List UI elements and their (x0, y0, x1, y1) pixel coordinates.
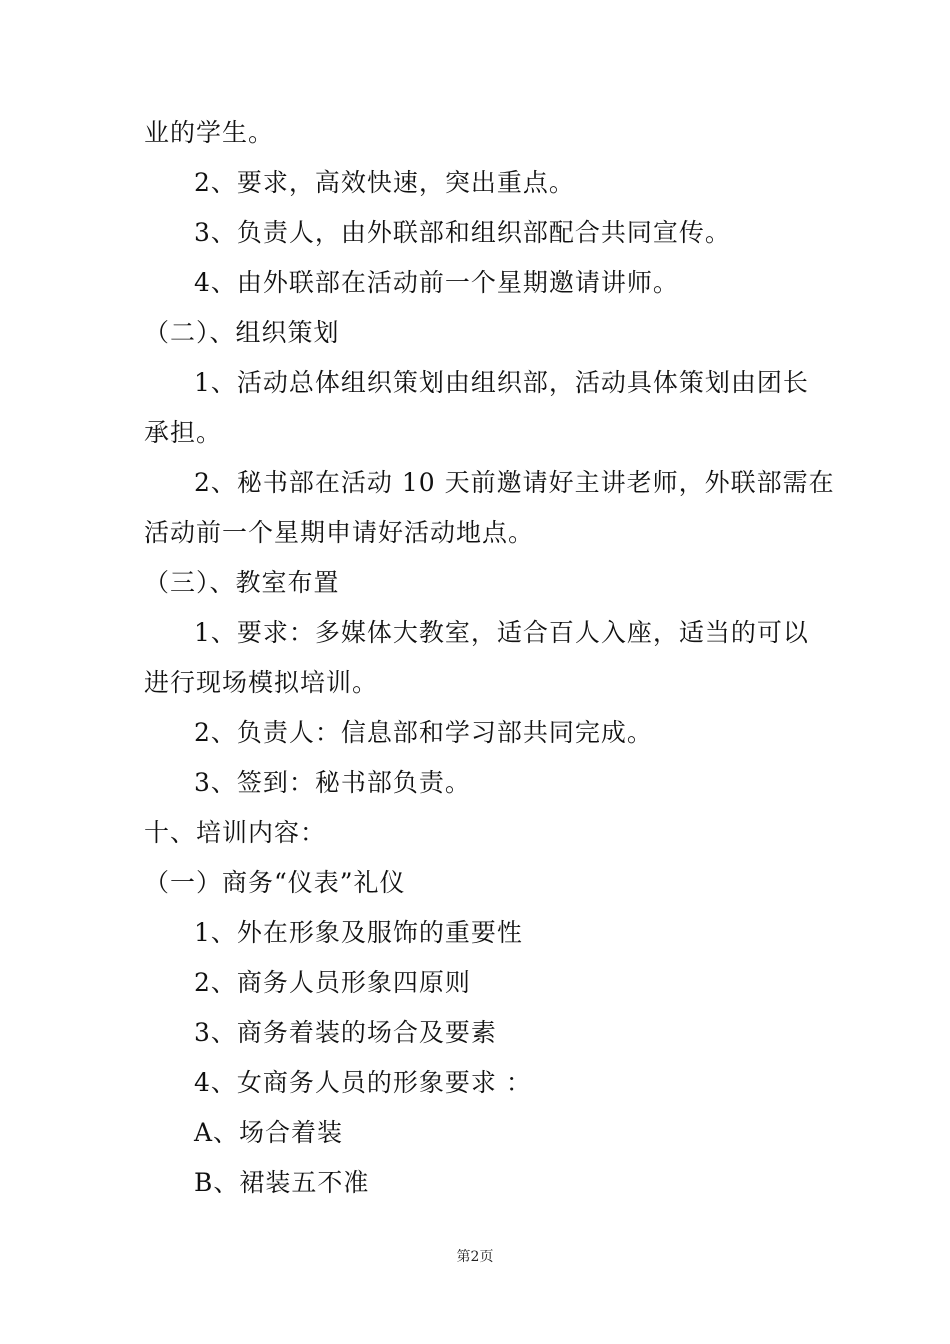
text-line-continuation: 业的学生。 (144, 118, 275, 147)
text-line-item: 2、负责人：信息部和学习部共同完成。 (194, 718, 653, 747)
text-line-item: 2、要求，高效快速，突出重点。 (194, 168, 575, 197)
text-line-item: 4、由外联部在活动前一个星期邀请讲师。 (194, 268, 679, 297)
section-heading-classroom: （三）、教室布置 (144, 568, 340, 597)
text-line-continuation: 活动前一个星期申请好活动地点。 (144, 518, 535, 547)
text-line-continuation: 承担。 (144, 418, 223, 447)
text-line-item: 3、负责人，由外联部和组织部配合共同宣传。 (194, 218, 731, 247)
text-line-item: 1、活动总体组织策划由组织部，活动具体策划由团长 (194, 368, 809, 397)
text-line-item: A、场合着装 (194, 1118, 344, 1147)
text-line-item: B、裙装五不准 (194, 1168, 370, 1197)
text-line-item: 2、秘书部在活动 10 天前邀请好主讲老师，外联部需在 (194, 468, 835, 497)
section-heading-organization: （二）、组织策划 (144, 318, 340, 347)
text-line-item: 2、商务人员形象四原则 (194, 968, 471, 997)
section-heading-training-content: 十、培训内容： (144, 818, 327, 847)
page-number: 第2页 (456, 1249, 494, 1265)
text-line-item: 3、商务着装的场合及要素 (194, 1018, 497, 1047)
subsection-heading-appearance: （一）商务“仪表”礼仪 (144, 868, 406, 897)
text-line-item: 1、外在形象及服饰的重要性 (194, 918, 523, 947)
text-line-item: 4、女商务人员的形象要求 ： (194, 1068, 532, 1097)
text-line-item: 1、要求：多媒体大教室，适合百人入座，适当的可以 (194, 618, 809, 647)
text-line-continuation: 进行现场模拟培训。 (144, 668, 379, 697)
text-line-item: 3、签到：秘书部负责。 (194, 768, 471, 797)
